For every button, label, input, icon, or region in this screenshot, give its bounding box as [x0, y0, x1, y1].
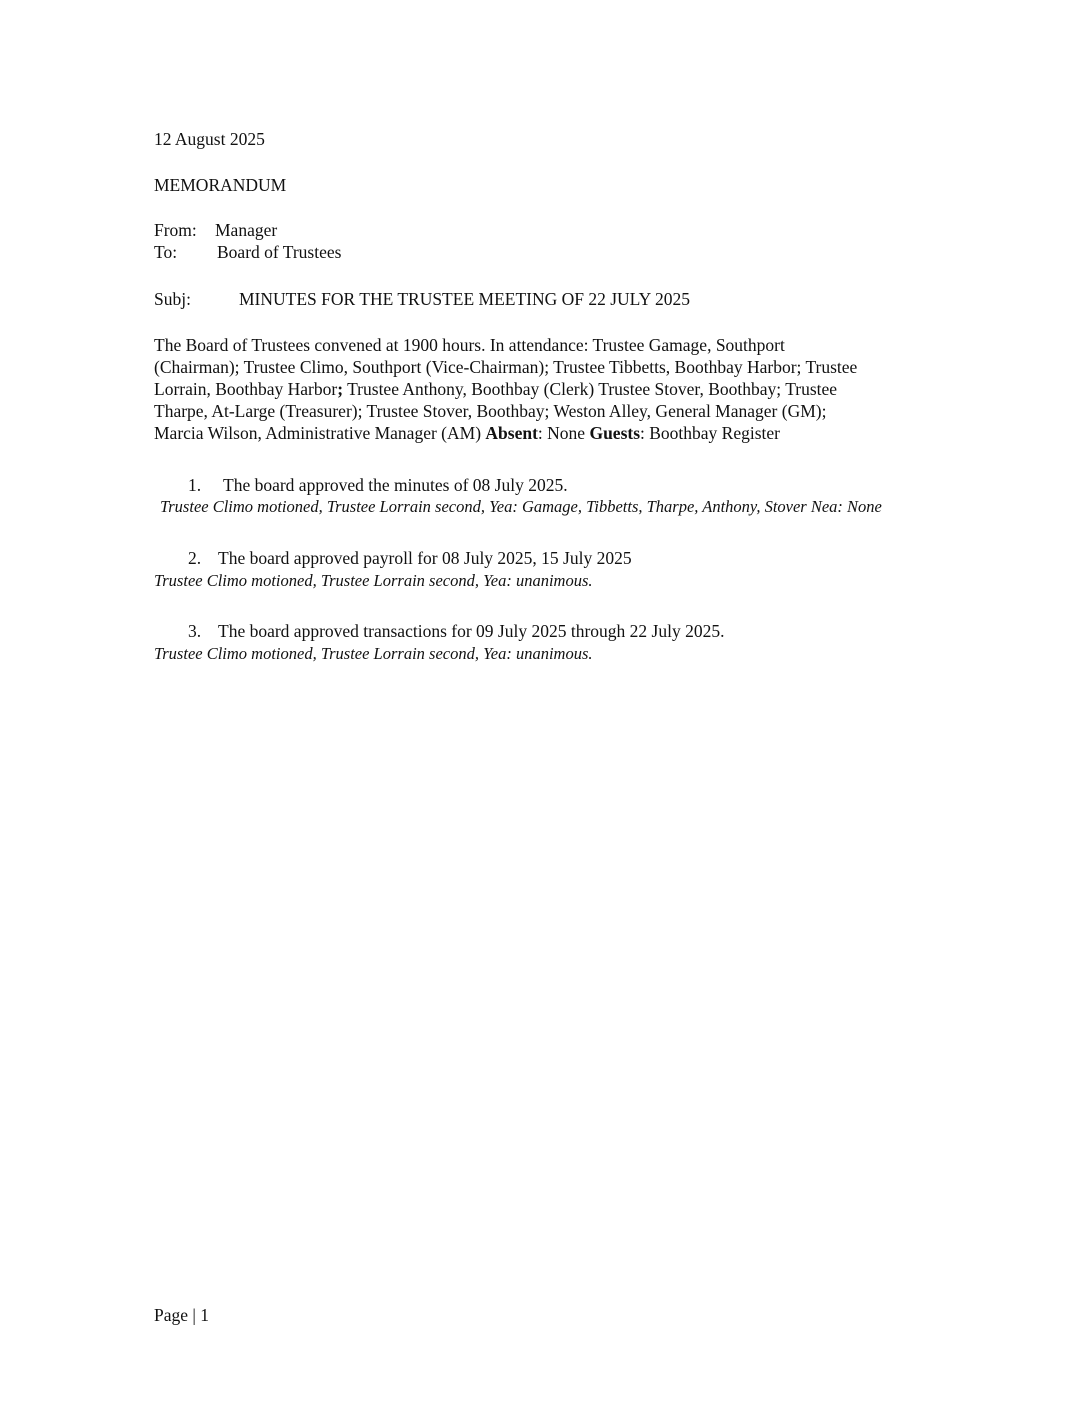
- from-value: Manager: [215, 220, 278, 240]
- subject-row: [154, 288, 690, 310]
- guests-label: Guests: [589, 423, 641, 443]
- bold-semicolon: ;: [337, 379, 344, 399]
- attendance-line: [154, 378, 944, 400]
- subject-value: MINUTES FOR THE TRUSTEE MEETING OF 22 JULY 2025: [239, 289, 690, 309]
- memo-date: 12 August 2025: [154, 129, 265, 149]
- list-item-title: [188, 620, 724, 642]
- from-label: From:: [154, 220, 197, 240]
- attendance-line: (Chairman); Trustee Climo, Southport (Vice-Chairman); Trustee Tibbetts, Boothbay Harbor; Trustee: [154, 357, 858, 377]
- list-item-motion: Trustee Climo motioned, Trustee Lorrain second, Yea: Gamage, Tibbetts, Tharpe, Anthony, Stover Nea: None: [160, 497, 882, 516]
- attendance-text: Trustee Anthony, Boothbay (Clerk) Trustee Stover, Boothbay; Trustee: [343, 379, 838, 399]
- absent-label: Absent: [485, 423, 538, 443]
- list-item-title: [188, 547, 632, 569]
- list-item-motion: Trustee Climo motioned, Trustee Lorrain second, Yea: unanimous.: [154, 644, 593, 663]
- list-item-number: 1.: [188, 475, 202, 495]
- page-footer: Page | 1: [154, 1305, 210, 1325]
- list-item-number: 2.: [188, 548, 202, 568]
- attendance-line: The Board of Trustees convened at 1900 hours. In attendance: Trustee Gamage, Southport: [154, 335, 785, 355]
- memo-heading: MEMORANDUM: [154, 175, 287, 195]
- list-item-text: The board approved payroll for 08 July 2025, 15 July 2025: [218, 548, 632, 568]
- list-item-text: The board approved the minutes of 08 July 2025.: [223, 475, 568, 495]
- attendance-paragraph: [154, 334, 944, 444]
- attendance-text: Lorrain, Boothbay Harbor: [154, 379, 338, 399]
- to-label: To:: [154, 242, 178, 262]
- attendance-line: [154, 422, 944, 444]
- attendance-text: Marcia Wilson, Administrative Manager (AM): [154, 423, 486, 443]
- absent-value: : None: [537, 423, 590, 443]
- subject-label: Subj:: [154, 289, 191, 309]
- list-item-motion: Trustee Climo motioned, Trustee Lorrain second, Yea: unanimous.: [154, 571, 593, 590]
- to-row: [154, 241, 341, 263]
- list-item-title: [188, 474, 568, 496]
- attendance-line: Tharpe, At-Large (Treasurer); Trustee Stover, Boothbay; Weston Alley, General Manager (GM);: [154, 401, 827, 421]
- list-item-text: The board approved transactions for 09 July 2025 through 22 July 2025.: [218, 621, 725, 641]
- from-row: [154, 219, 277, 241]
- list-item-number: 3.: [188, 621, 202, 641]
- guests-value: : Boothbay Register: [640, 423, 780, 443]
- to-value: Board of Trustees: [217, 242, 342, 262]
